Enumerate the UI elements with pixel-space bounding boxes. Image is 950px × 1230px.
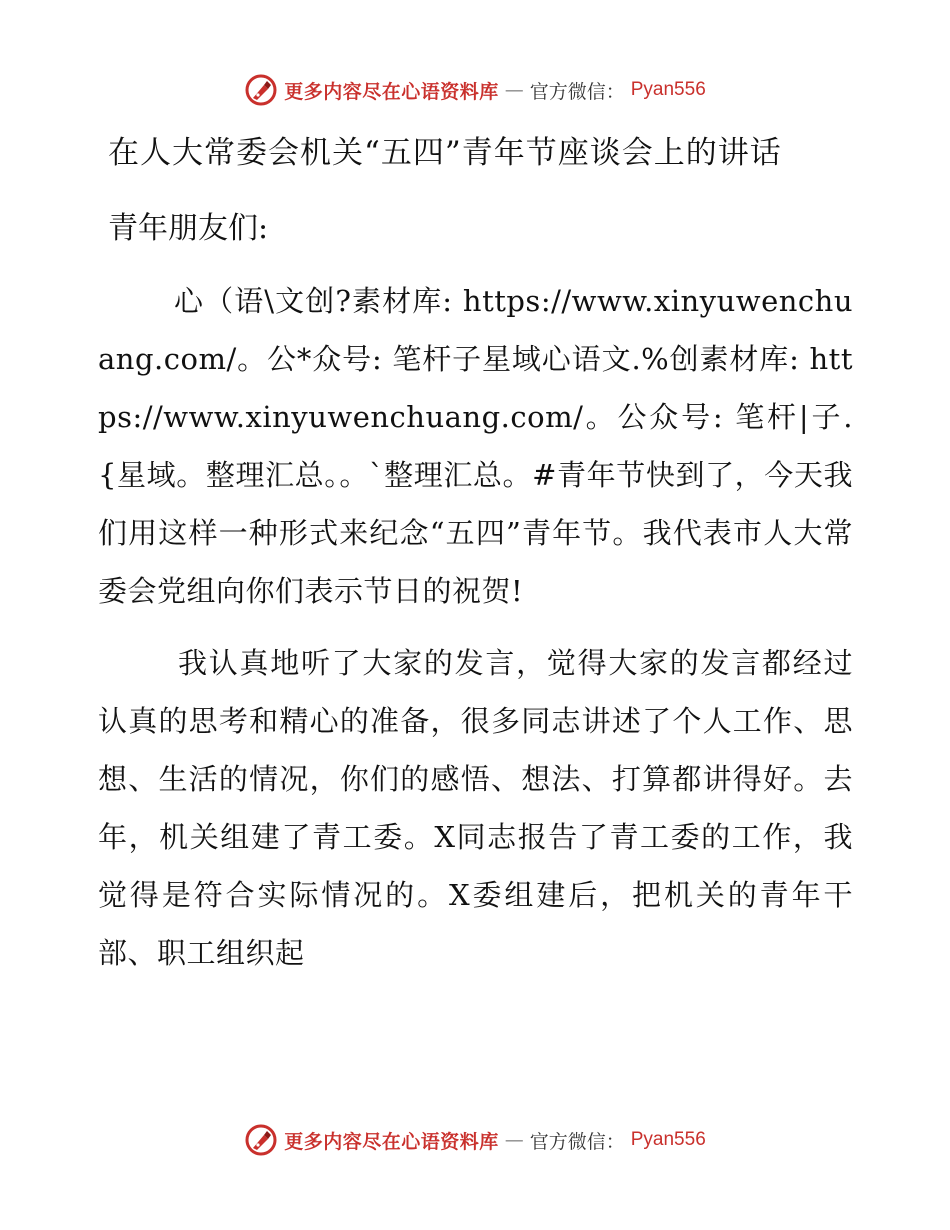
footer-banner (0, 1120, 950, 1160)
document-title: 在人大常委会机关“五四”青年节座谈会上的讲话 (108, 135, 782, 171)
header-banner (0, 70, 950, 110)
banner-wechat-id: Pyan556 (630, 79, 706, 100)
banner-wechat-label: 官方微信： (529, 80, 625, 103)
banner-separator: — (504, 79, 524, 101)
pen-nib-circle-icon (244, 1123, 278, 1157)
greeting: 青年朋友们: (108, 211, 269, 246)
banner-wechat-label: 官方微信： (529, 1130, 625, 1153)
paragraph-2: 我认真地听了大家的发言，觉得大家的发言都经过认真的思考和精心的准备，很多同志讲述了个人工作、思想、生活的情况，你们的感悟、想法、打算都讲得好。去年，机关组建了青工委。X同志报告了青工委的工作，我觉得是符合实际情况的。X委组建后，把机关的青年干部、职工组织起 (98, 646, 853, 970)
pen-nib-circle-icon (244, 73, 278, 107)
document-body (98, 125, 853, 982)
banner-main-text: 更多内容尽在心语资料库 (284, 80, 499, 103)
banner-main-text: 更多内容尽在心语资料库 (284, 1130, 499, 1153)
paragraph-1: 心（语\文创?素材库: https://www.xinyuwenchuang.com/。公*众号: 笔杆子星域心语文.%创素材库: https://www.xinyuwenchuang.com/。公众号: 笔杆|子.{星域。整理汇总。。`整理汇总。#青年节快到了，今天我们用这样一种形式来纪念“五四”青年节。我代表市人大常委会党组向你们表示节日的祝贺! (98, 284, 853, 608)
banner-wechat-id: Pyan556 (630, 1129, 706, 1150)
banner-separator: — (504, 1129, 524, 1151)
